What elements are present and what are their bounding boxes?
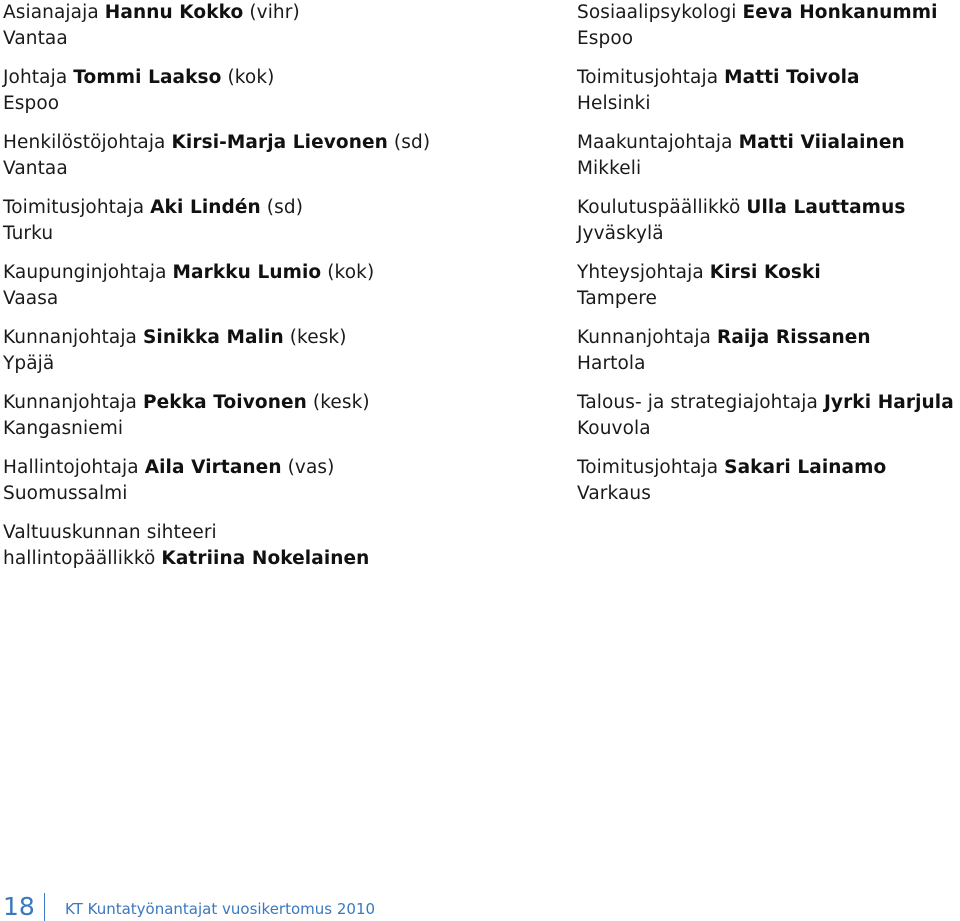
page-number: 18 (3, 892, 35, 921)
expert-title-line (577, 390, 960, 416)
member-entry (3, 195, 563, 246)
member-city: Vantaa (3, 27, 68, 49)
member-title-line (3, 325, 563, 351)
member-title: Henkilöstöjohtaja (3, 132, 166, 153)
expert-city: Jyväskylä (577, 222, 664, 244)
member-title-line (3, 0, 563, 26)
expert-entry (577, 0, 960, 51)
member-party: (kok) (227, 67, 275, 88)
member-party: (kesk) (312, 392, 370, 413)
expert-city: Espoo (577, 27, 634, 49)
member-name: Pekka Toivonen (142, 392, 307, 413)
right-column (577, 0, 960, 520)
member-party: (vihr) (249, 2, 300, 23)
member-city: Espoo (3, 92, 60, 114)
member-entry (3, 65, 563, 116)
expert-entry (577, 260, 960, 311)
member-city: Vaasa (3, 287, 59, 309)
member-title-line (3, 390, 563, 416)
expert-city: Helsinki (577, 92, 651, 114)
member-title-line (3, 455, 563, 481)
secretary-title-line (3, 546, 563, 572)
member-city: Turku (3, 222, 54, 244)
member-entry (3, 455, 563, 506)
expert-name: Jyrki Harjula (823, 392, 954, 413)
expert-title: Talous- ja strategiajohtaja (577, 392, 818, 413)
member-city: Vantaa (3, 157, 68, 179)
expert-title-line (577, 0, 960, 26)
expert-title: Yhteysjohtaja (577, 262, 704, 283)
expert-city: Kouvola (577, 417, 651, 439)
expert-entry (577, 130, 960, 181)
member-party: (vas) (287, 457, 335, 478)
member-title-line (3, 195, 563, 221)
expert-title: Kunnanjohtaja (577, 327, 711, 348)
member-title: Asianajaja (3, 2, 99, 23)
member-entry (3, 390, 563, 441)
member-name: Aila Virtanen (144, 457, 282, 478)
expert-entry (577, 195, 960, 246)
expert-name: Raija Rissanen (716, 327, 871, 348)
expert-entry (577, 325, 960, 376)
expert-name: Matti Toivola (724, 67, 860, 88)
expert-entry (577, 390, 960, 441)
left-column (3, 0, 563, 585)
member-title: Johtaja (3, 67, 68, 88)
member-city: Kangasniemi (3, 417, 124, 439)
member-title-line (3, 260, 563, 286)
expert-title: Maakuntajohtaja (577, 132, 733, 153)
secretary-entry (3, 520, 563, 571)
footer-divider (44, 893, 45, 921)
expert-title: Koulutuspäällikkö (577, 197, 741, 218)
member-title: Kaupunginjohtaja (3, 262, 167, 283)
member-entry (3, 260, 563, 311)
expert-city: Varkaus (577, 482, 651, 504)
expert-title-line (577, 260, 960, 286)
expert-title-line (577, 325, 960, 351)
expert-entry (577, 455, 960, 506)
expert-title: Toimitusjohtaja (577, 67, 719, 88)
expert-title-line (577, 195, 960, 221)
secretary-name: Katriina Nokelainen (161, 547, 370, 569)
expert-city: Hartola (577, 352, 646, 374)
member-city: Suomussalmi (3, 482, 128, 504)
member-name: Hannu Kokko (104, 2, 244, 23)
member-name: Sinikka Malin (142, 327, 284, 348)
expert-name: Ulla Lauttamus (746, 197, 906, 218)
expert-city: Mikkeli (577, 157, 642, 179)
page-footer (0, 893, 960, 921)
member-party: (sd) (393, 132, 431, 153)
expert-name: Kirsi Koski (709, 262, 821, 283)
member-name: Tommi Laakso (73, 67, 222, 88)
member-entry (3, 130, 563, 181)
expert-title: Sosiaalipsykologi (577, 2, 737, 23)
expert-name: Sakari Lainamo (724, 457, 887, 478)
member-title-line (3, 130, 563, 156)
member-city: Ypäjä (3, 352, 55, 374)
member-name: Kirsi-Marja Lievonen (171, 132, 388, 153)
member-title: Toimitusjohtaja (3, 197, 145, 218)
expert-title-line (577, 65, 960, 91)
member-entry (3, 325, 563, 376)
expert-title: Toimitusjohtaja (577, 457, 719, 478)
member-title: Kunnanjohtaja (3, 327, 137, 348)
member-party: (kok) (327, 262, 375, 283)
member-party: (sd) (266, 197, 304, 218)
expert-title-line (577, 130, 960, 156)
member-title: Kunnanjohtaja (3, 392, 137, 413)
member-name: Markku Lumio (172, 262, 322, 283)
member-entry (3, 0, 563, 51)
secretary-title: hallintopäällikkö (3, 547, 156, 569)
publication-title: KT Kuntatyönantajat vuosikertomus 2010 (65, 900, 376, 918)
expert-name: Matti Viialainen (738, 132, 905, 153)
expert-title-line (577, 455, 960, 481)
member-name: Aki Lindén (150, 197, 261, 218)
member-title: Hallintojohtaja (3, 457, 139, 478)
expert-name: Eeva Honkanummi (742, 2, 938, 23)
member-title-line (3, 65, 563, 91)
expert-city: Tampere (577, 287, 658, 309)
secretary-heading: Valtuuskunnan sihteeri (3, 522, 217, 543)
expert-entry (577, 65, 960, 116)
member-party: (kesk) (289, 327, 347, 348)
